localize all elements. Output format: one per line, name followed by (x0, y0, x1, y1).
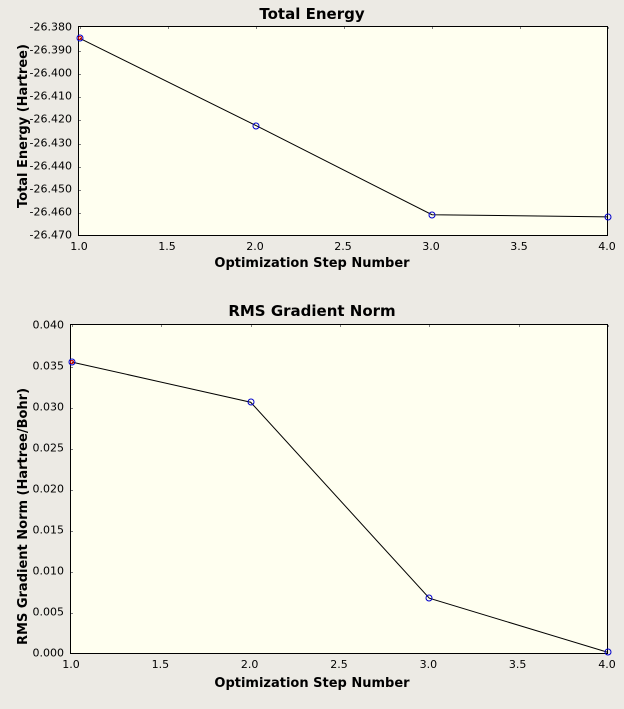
series-line (79, 27, 609, 237)
x-tick-label: 4.0 (598, 658, 616, 671)
x-tick-label: 1.5 (151, 658, 170, 671)
rms-gradient-y-axis-label: RMS Gradient Norm (Hartree/Bohr) (16, 387, 31, 645)
rms-gradient-title: RMS Gradient Norm (228, 302, 396, 320)
y-tick-label: 0.025 (32, 441, 64, 455)
y-tick-label: -26.410 (29, 89, 72, 103)
y-tick-label: -26.450 (29, 182, 72, 196)
y-tick-label: 0.005 (32, 605, 64, 619)
total-energy-x-axis-label: Optimization Step Number (214, 256, 410, 271)
y-tick-label: -26.440 (29, 159, 72, 173)
x-tick-label: 2.0 (240, 658, 259, 671)
data-point-marker[interactable] (247, 399, 254, 406)
highlighted-data-point-marker[interactable] (70, 360, 74, 364)
y-tick-label: -26.470 (29, 228, 72, 242)
y-tick-label: -26.460 (29, 205, 72, 219)
x-tick-label: 1.0 (62, 658, 80, 671)
highlighted-data-point-marker[interactable] (78, 36, 82, 40)
y-tick-label: 0.000 (32, 646, 64, 660)
total-energy-y-axis-label: Total Energy (Hartree) (16, 44, 31, 208)
y-tick-label: 0.040 (32, 318, 64, 332)
y-tick-label: -26.400 (29, 66, 72, 80)
x-tick-label: 3.5 (508, 658, 527, 671)
x-tick-label: 3.0 (419, 658, 438, 671)
y-tick-label: -26.390 (29, 43, 72, 57)
rms-gradient-x-axis-label: Optimization Step Number (214, 676, 410, 691)
data-point-marker[interactable] (426, 595, 433, 602)
y-tick-label: 0.015 (32, 523, 64, 537)
y-tick-label: -26.430 (29, 136, 72, 150)
data-point-marker[interactable] (605, 213, 612, 220)
x-tick-label: 3.0 (422, 240, 440, 253)
y-tick-label: -26.420 (29, 112, 72, 126)
data-point-marker[interactable] (253, 122, 260, 129)
y-tick-label: 0.030 (32, 400, 64, 414)
y-tick-label: 0.035 (32, 359, 64, 373)
x-tick-label: 2.0 (246, 240, 264, 253)
y-tick-label: -26.380 (29, 20, 72, 34)
series-line (71, 325, 609, 655)
x-tick-label: 4.0 (598, 240, 616, 253)
x-tick-label: 1.0 (70, 240, 88, 253)
x-tick-label: 2.5 (334, 240, 352, 253)
total-energy-title: Total Energy (259, 5, 365, 23)
x-tick-label: 3.5 (510, 240, 528, 253)
y-tick-label: 0.010 (32, 564, 64, 578)
x-tick-label: 1.5 (158, 240, 176, 253)
y-tick-label: 0.020 (32, 482, 64, 496)
total-energy-plot-area[interactable] (78, 26, 608, 236)
data-point-marker[interactable] (429, 211, 436, 218)
x-tick-label: 2.5 (330, 658, 348, 671)
rms-gradient-plot-area[interactable] (70, 324, 608, 654)
data-point-marker[interactable] (605, 649, 612, 656)
